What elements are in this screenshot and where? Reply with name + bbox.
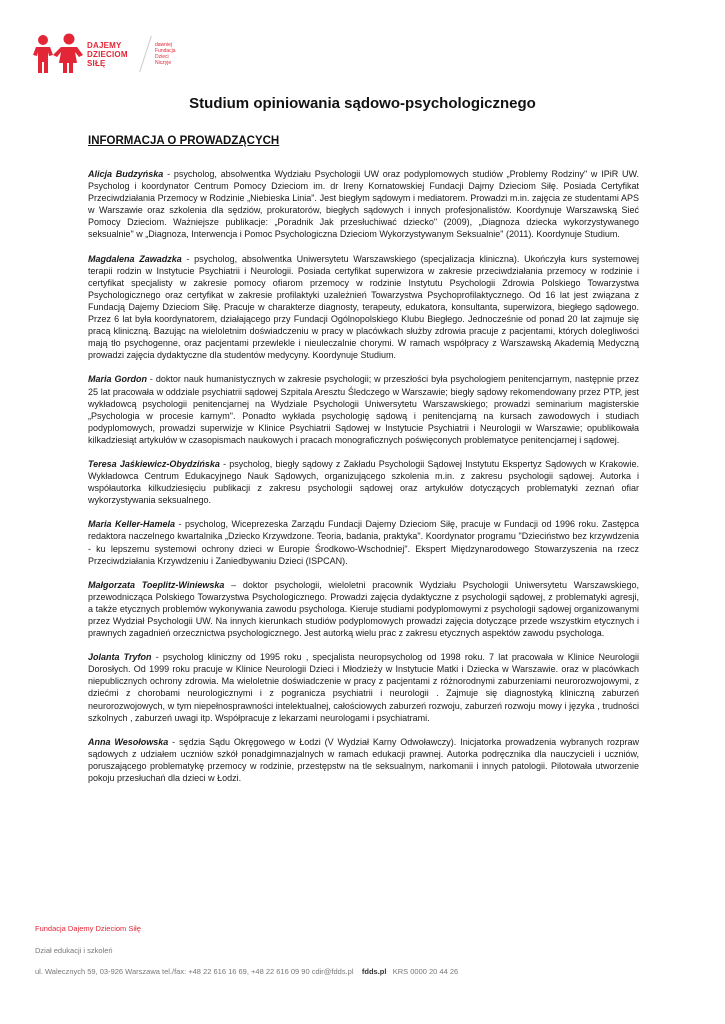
bio-text: - psycholog kliniczny od 1995 roku , specjalista neuropsycholog od 1998 roku. 7 lat pracowała w Klinice Neurologii Dorosłych. Od 1999 roku pracuje w Klinice Neurologii Dzieci i Młodzieży w Instytucie Matki i Dziecka w Warszawie. oraz w placówkach niepublicznych ochrony zdrowia. Ma wieloletnie doświadczenie w pracy z pacjentami z różnorodnymi zaburzeniami neurorozwojowymi, z dziećmi z chorobami neurologicznymi i z pogranicza psychiatrii i neurologii . Zajmuje się diagnostyką kliniczną zaburzeń neurorozwojowych, w tym niepełnosprawności intelektualnej, całościowych zaburzeń rozwoju, zaburzeń rozwoju mowy i języka , trudności szkolnych , zaburzeń uwagi itp. Współpracuje z lekarzami neurologami i psychiatrami. <box>88 652 639 723</box>
bio-text: - psycholog, biegły sądowy z Zakładu Psychologii Sądowej Instytutu Ekspertyz Sądowych w Krakowie. Wykładowca Centrum Edukacyjnego Nauk Sądowych, organizującego szkolenia m.in. z zakresu psychologii sądowej. Autorka i współautorka kilkudziesięciu publikacji z zakresu psychologii sądowej oraz artykułów dotyczących problematyki zeznań ofiar wykorzystywania seksualnego. <box>88 458 639 506</box>
logo-former-name: dawniej Fundacja Dzieci Niczyje <box>155 42 176 66</box>
bio-name: Maria Keller-Hamela <box>88 519 176 530</box>
bio-name: Małgorzata Toeplitz-Winiewska <box>88 579 225 590</box>
section-heading: INFORMACJA O PROWADZĄCYCH <box>88 135 280 147</box>
footer-krs: KRS 0000 20 44 26 <box>392 967 459 976</box>
bio-text: – doktor psychologii, wieloletni pracownik Wydziału Psychologii Uniwersytetu Warszawskiego, przewodnicząca Polskiego Towarzystwa Psychologicznego. Prowadzi zajęcia dydaktyczne z psychologii sądowej, z problematyki agresji, a także etycznych problemów wykonywania zawodu psychologa. Kieruje studiami podyplomowymi z psychologii sądowej organizowanymi przez Wydział Psychologii UW. Na innych kierunkach studiów podyplomowych prowadzi zajęcia dotyczące przede wszystkim etycznych i prawnych zagadnień orzecznictwa psychologicznego. Jest autorką wielu prac z zakresu etycznych aspektów zawodu psychologa. <box>88 579 639 639</box>
bio-paragraph <box>88 518 639 566</box>
logo-divider <box>139 36 152 72</box>
bio-text: - sędzia Sądu Okręgowego w Łodzi (V Wydział Karny Odwoławczy). Inicjatorka prowadzenia wybranych rozpraw sądowych z udziałem uczniów szkół ponadgimnazjalnych w ramach edukacji prawnej. Autorka podręcznika dla nauczycieli i uczniów, poruszającego problematykę przemocy w rodzinie, przestępstw na tle seksualnym, narkomanii i innych patologii. Pilotowała utworzenie pokoju przesłuchań dla dzieci w Łodzi. <box>88 736 639 784</box>
bio-name: Alicja Budzyńska <box>88 169 164 179</box>
bio-name: Maria Gordon <box>88 374 147 385</box>
footer-address: ul. Walecznych 59, 03-926 Warszawa tel./fax: +48 22 616 16 69, +48 22 616 09 90 cdir@fdds.pl <box>35 967 354 976</box>
instructor-bios <box>88 168 639 796</box>
bio-text: - doktor nauk humanistycznych w zakresie psychologii; w przeszłości była psychologiem penitencjarnym, następnie przez 25 lat pracowała w oddziale psychiatrii sądowej Szpitala Aresztu Śledczego w Warszawie; biegły sądowy rekomendowany przez PTP, jest wykładowcą psychologii penitencjarnej na Wydziale Psychologii Uniwersytetu Warszawskiego; prowadzi seminarium magisterskie „Psychologia w procesie karnym". Ponadto wykłada psychologię sądową i penitencjarną na kursach zawodowych i studiach podyplomowych, prowadzi superwizje w Klinice Psychiatrii Sądowej w Instytucie Psychiatrii i Neurologii w Warszawie; opublikowała kilkadziesiąt artykułów w czasopismach naukowych i pracach monograficznych poświęconych problematyce penitencjarnej i sądowej. <box>88 374 639 445</box>
footer-department: Dział edukacji i szkoleń <box>35 946 113 955</box>
page-title: Studium opiniowania sądowo-psychologicznego <box>189 95 536 112</box>
bio-paragraph <box>88 651 639 724</box>
bio-name: Jolanta Tryfon <box>88 652 152 663</box>
bio-paragraph <box>88 736 639 784</box>
bio-paragraph <box>88 373 639 446</box>
bio-text: - psycholog, absolwentka Wydziału Psychologii UW oraz podyplomowych studiów „Problemy Rodziny" w IPiR UW. Psycholog i koordynator Centrum Pomocy Dzieciom im. dr Ireny Kornatowskiej Fundacji Dajmy Dzieciom Siłę. Posiada Certyfikat Przeciwdziałania Przemocy w Rodzinie „Niebieska Linia". Jest biegłym sądowym i mediatorem. Prowadzi m.in. zajęcia ze studentami APS w Warszawie oraz szkolenia dla sędziów, prokuratorów, biegłych sądowych i innych profesjonalistów. Koordynuje Warszawską Sieć Pomocy Dzieciom. Ważniejsze publikacje: „Poradnik Jak przesłuchiwać dziecko" (2009), „Diagnoza dziecka wykorzystywanego seksualnie" w „Diagnoza, Interwencja i Pomoc Psychologiczna Dzieciom Wykorzystywanym Seksualnie" (2011). Koordynuje Studium. <box>88 169 639 240</box>
bio-paragraph <box>88 458 639 506</box>
footer-contact <box>35 967 458 976</box>
logo-wordmark: DAJEMY DZIECIOM SIŁĘ <box>87 41 128 68</box>
fdds-logo <box>33 33 193 77</box>
footer-organization: Fundacja Dajemy Dzieciom Siłę <box>35 924 141 933</box>
children-figures-icon <box>33 33 85 75</box>
bio-paragraph <box>88 168 639 241</box>
bio-paragraph <box>88 579 639 639</box>
bio-name: Teresa Jaśkiewicz-Obydzińska <box>88 458 220 469</box>
bio-name: Magdalena Zawadzka <box>88 253 182 264</box>
bio-name: Anna Wesołowska <box>88 736 169 747</box>
bio-paragraph <box>88 253 639 362</box>
bio-text: - psycholog, absolwentka Uniwersytetu Warszawskiego (specjalizacja kliniczna). Ukończyła kurs systemowej terapii rodzin w Instytucie Psychiatrii i Neurologii. Posiada certyfikat superwizora w zakresie przeciwdziałania przemocy w rodzinie i certyfikat specjalisty w zakresie pomocy ofiarom przemocy w rodzinie Instytutu Psychologii Zdrowia Polskiego Towarzystwa Psychologicznego oraz certyfikat w zakresie profilaktyki uzależnień Towarzystwa Psychoprofilaktycznego. Od 16 lat jest związana z Fundacją Dajemy Dzieciom Siłę. Pracuje w charakterze diagnosty, terapeuty, edukatora, konsultanta, superwizora, biegłego sądowego. Przez 6 lat była koordynatorem, działającego przy Fundacji Ogólnopolskiego Klubu Biegłego. Jednocześnie od ponad 20 lat zajmuje się pracą kliniczną. Bazując na wieloletnim doświadczeniu w pracy w placówkach służby zdrowia pracuje z pacjentami, których dolegliwości mają tło psychogenne, oraz pacjentami przewlekle i nieuleczalnie chorymi. W ramach współpracy z Warszawską Akademią Medyczną prowadzi zajęcia dydaktyczne dla studentów medycyny. Koordynuje Studium. <box>88 253 640 361</box>
bio-text: - psycholog, Wiceprezeska Zarządu Fundacji Dajemy Dzieciom Siłę, pracuje w Fundacji od 1996 roku. Zastępca redaktora naczelnego kwartalnika „Dziecko Krzywdzone. Teoria, badania, praktyka". Koordynator programu "Dzieciństwo bez krzywdzenia - ku lepszemu systemowi ochrony dzieci w Europie Środkowo-Wschodniej". Ekspert Międzynarodowego Stowarzyszenia na rzecz Przeciwdziałania Krzywdzeniu i Zaniedbywaniu Dzieci (ISPCAN). <box>88 519 639 566</box>
footer-website-link[interactable]: fdds.pl <box>361 967 387 976</box>
